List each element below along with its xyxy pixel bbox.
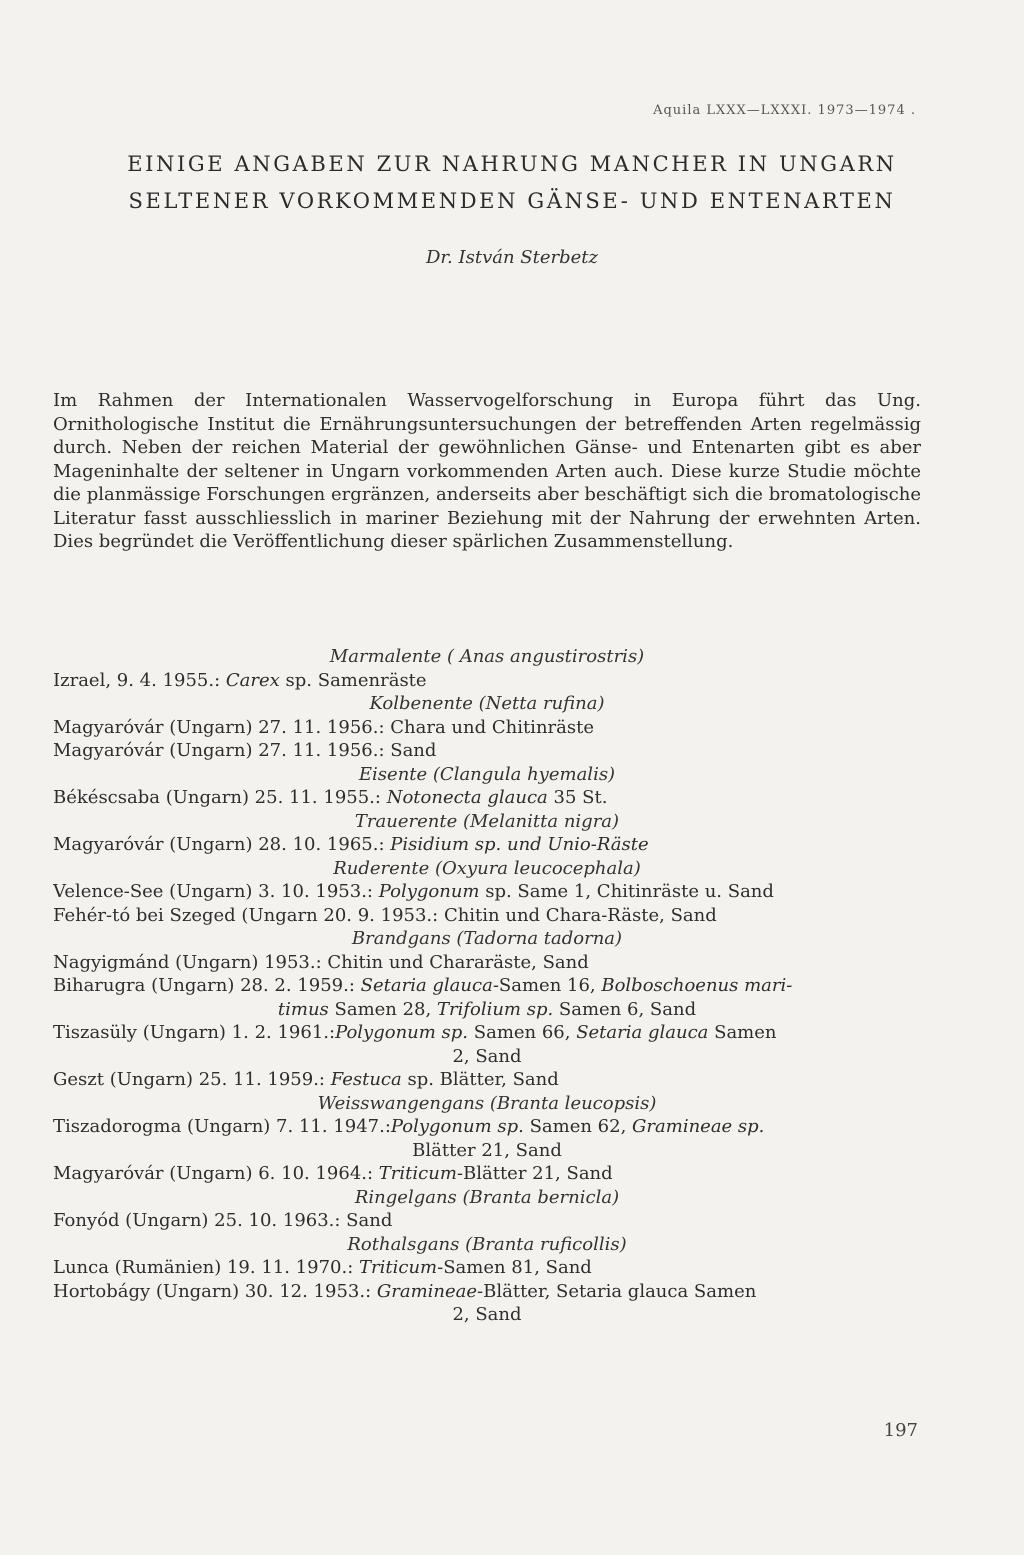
record-text: Geszt (Ungarn) 25. 11. 1959.: — [53, 1069, 331, 1090]
record-text: Samen — [708, 1022, 777, 1043]
record-text: Kolbenente (Netta rufina) — [369, 693, 605, 714]
record-text: Magyaróvár (Ungarn) 6. 10. 1964.: — [53, 1163, 379, 1184]
record-text: Weisswangengans (Branta leucopsis) — [317, 1092, 657, 1114]
record-line — [53, 1021, 921, 1045]
record-continuation — [53, 1303, 921, 1327]
record-line — [53, 669, 921, 693]
page-number: 197 — [883, 1420, 918, 1441]
taxon-name: Polygonum — [378, 881, 480, 902]
record-line — [53, 1162, 921, 1186]
record-text: -Samen 16, — [492, 975, 602, 996]
record-text: -Blätter, Setaria glauca Samen — [477, 1280, 757, 1302]
taxon-name: Triticum — [359, 1257, 438, 1278]
record-line — [53, 974, 921, 998]
record-text: Samen 6, Sand — [553, 998, 697, 1020]
record-line — [53, 1068, 921, 1092]
species-heading — [53, 692, 921, 716]
taxon-name: Pisidium sp. und Unio-Räste — [390, 834, 649, 855]
record-text: Fehér-tó bei Szeged (Ungarn 20. 9. 1953.: Chitin und Chara-Räste, Sand — [53, 904, 717, 926]
record-continuation — [53, 1045, 921, 1069]
taxon-name: Triticum — [378, 1163, 457, 1184]
species-heading — [53, 1233, 921, 1257]
record-line — [53, 1115, 921, 1139]
taxon-name: Bolboschoenus mari- — [601, 975, 793, 996]
record-text: -Samen 81, Sand — [437, 1257, 592, 1278]
record-text: Samen 66, — [468, 1022, 577, 1043]
taxon-name: Festuca — [330, 1069, 402, 1090]
record-text: Marmalente ( Anas angustirostris) — [329, 646, 645, 667]
record-text: Tiszasüly (Ungarn) 1. 2. 1961.: — [53, 1022, 336, 1043]
record-line — [53, 716, 921, 740]
title-line-1: EINIGE ANGABEN ZUR NAHRUNG MANCHER IN UNGARN — [127, 152, 897, 176]
record-text: Brandgans (Tadorna tadorna) — [351, 928, 623, 949]
record-text: sp. Same 1, Chitinräste u. Sand — [479, 881, 774, 902]
record-text: Samen 62, — [523, 1116, 633, 1137]
record-text: Ringelgans (Branta bernicla) — [354, 1186, 620, 1208]
species-heading — [53, 927, 921, 951]
record-text: Ruderente (Oxyura leucocephala) — [333, 857, 641, 879]
record-text: Magyaróvár (Ungarn) 28. 10. 1965.: — [53, 834, 391, 855]
record-text: Blätter 21, Sand — [412, 1139, 562, 1161]
record-text: Tiszadorogma (Ungarn) 7. 11. 1947.: — [53, 1116, 391, 1137]
record-text: Magyaróvár (Ungarn) 27. 11. 1956.: Chara und Chitinräste — [53, 716, 594, 738]
record-text: Lunca (Rumänien) 19. 11. 1970.: — [53, 1257, 359, 1278]
record-continuation — [53, 998, 921, 1022]
record-text: Rothalsgans (Branta ruficollis) — [347, 1233, 627, 1255]
intro-paragraph: Im Rahmen der Internationalen Wasservogelforschung in Europa führt das Ung. Ornithologische Institut die Ernährungsuntersuchungen der betreffenden Arten regelmässig durch. Neben der reichen Material der gewöhnlichen Gänse- und Entenarten gibt es aber Mageninhalte der seltener in Ungarn vorkommenden Arten auch. Diese kurze Studie möchte die planmässige Forschungen ergränzen, anderseits aber beschäftigt sich die bromatologische Literatur fasst ausschliesslich in mariner Beziehung mit der Nahrung der erwehnten Arten. Dies begründet die Veröffentlichung dieser spärlichen Zusammenstellung. — [53, 390, 921, 552]
taxon-name: Setaria glauca — [360, 975, 493, 996]
running-head: Aquila LXXX—LXXXI. 1973—1974 . — [653, 103, 916, 118]
record-text: 35 St. — [547, 787, 608, 808]
record-line — [53, 880, 921, 904]
record-text: Magyaróvár (Ungarn) 27. 11. 1956.: Sand — [53, 740, 437, 761]
species-heading — [53, 1186, 921, 1210]
taxon-name: Polygonum sp. — [390, 1116, 524, 1137]
record-text: -Blätter 21, Sand — [456, 1163, 613, 1184]
record-text: Velence-See (Ungarn) 3. 10. 1953.: — [53, 881, 379, 902]
taxon-name: Gramineae — [376, 1280, 478, 1302]
record-line — [53, 904, 921, 928]
record-line — [53, 786, 921, 810]
record-text: 2, Sand — [452, 1045, 522, 1067]
taxon-name: timus — [277, 998, 329, 1020]
record-line — [53, 951, 921, 975]
record-line — [53, 1280, 921, 1304]
species-heading — [53, 1092, 921, 1116]
record-text: 2, Sand — [452, 1304, 522, 1325]
record-line — [53, 739, 921, 763]
record-text: Izrael, 9. 4. 1955.: — [53, 669, 226, 691]
record-line — [53, 833, 921, 857]
author-name: Dr. István Sterbetz — [425, 247, 598, 268]
record-text: Trauerente (Melanitta nigra) — [354, 810, 620, 832]
species-heading — [53, 645, 921, 669]
record-line — [53, 1256, 921, 1280]
record-text: Biharugra (Ungarn) 28. 2. 1959.: — [53, 975, 361, 996]
record-text: Eisente (Clangula hyemalis) — [358, 763, 616, 785]
record-continuation — [53, 1139, 921, 1163]
record-text: Samen 28, — [328, 998, 437, 1020]
record-line — [53, 1209, 921, 1233]
taxon-name: Carex — [225, 669, 280, 691]
taxon-name: Gramineae sp. — [632, 1116, 765, 1137]
records-list — [53, 645, 921, 1327]
taxon-name: Setaria glauca — [576, 1022, 709, 1043]
record-text: Nagyigmánd (Ungarn) 1953.: Chitin und Chararäste, Sand — [53, 951, 589, 973]
article-title — [60, 146, 964, 220]
title-line-2: SELTENER VORKOMMENDEN GÄNSE- UND ENTENARTEN — [128, 189, 896, 213]
taxon-name: Notonecta glauca — [386, 787, 548, 808]
record-text: Békéscsaba (Ungarn) 25. 11. 1955.: — [53, 787, 387, 808]
record-text: sp. Blätter, Sand — [401, 1069, 559, 1090]
record-text: sp. Samenräste — [279, 669, 427, 691]
species-heading — [53, 857, 921, 881]
species-heading — [53, 810, 921, 834]
species-heading — [53, 763, 921, 787]
taxon-name: Trifolium sp. — [436, 998, 554, 1020]
record-text: Hortobágy (Ungarn) 30. 12. 1953.: — [53, 1280, 377, 1302]
record-text: Fonyód (Ungarn) 25. 10. 1963.: Sand — [53, 1210, 393, 1231]
taxon-name: Polygonum sp. — [335, 1022, 469, 1043]
